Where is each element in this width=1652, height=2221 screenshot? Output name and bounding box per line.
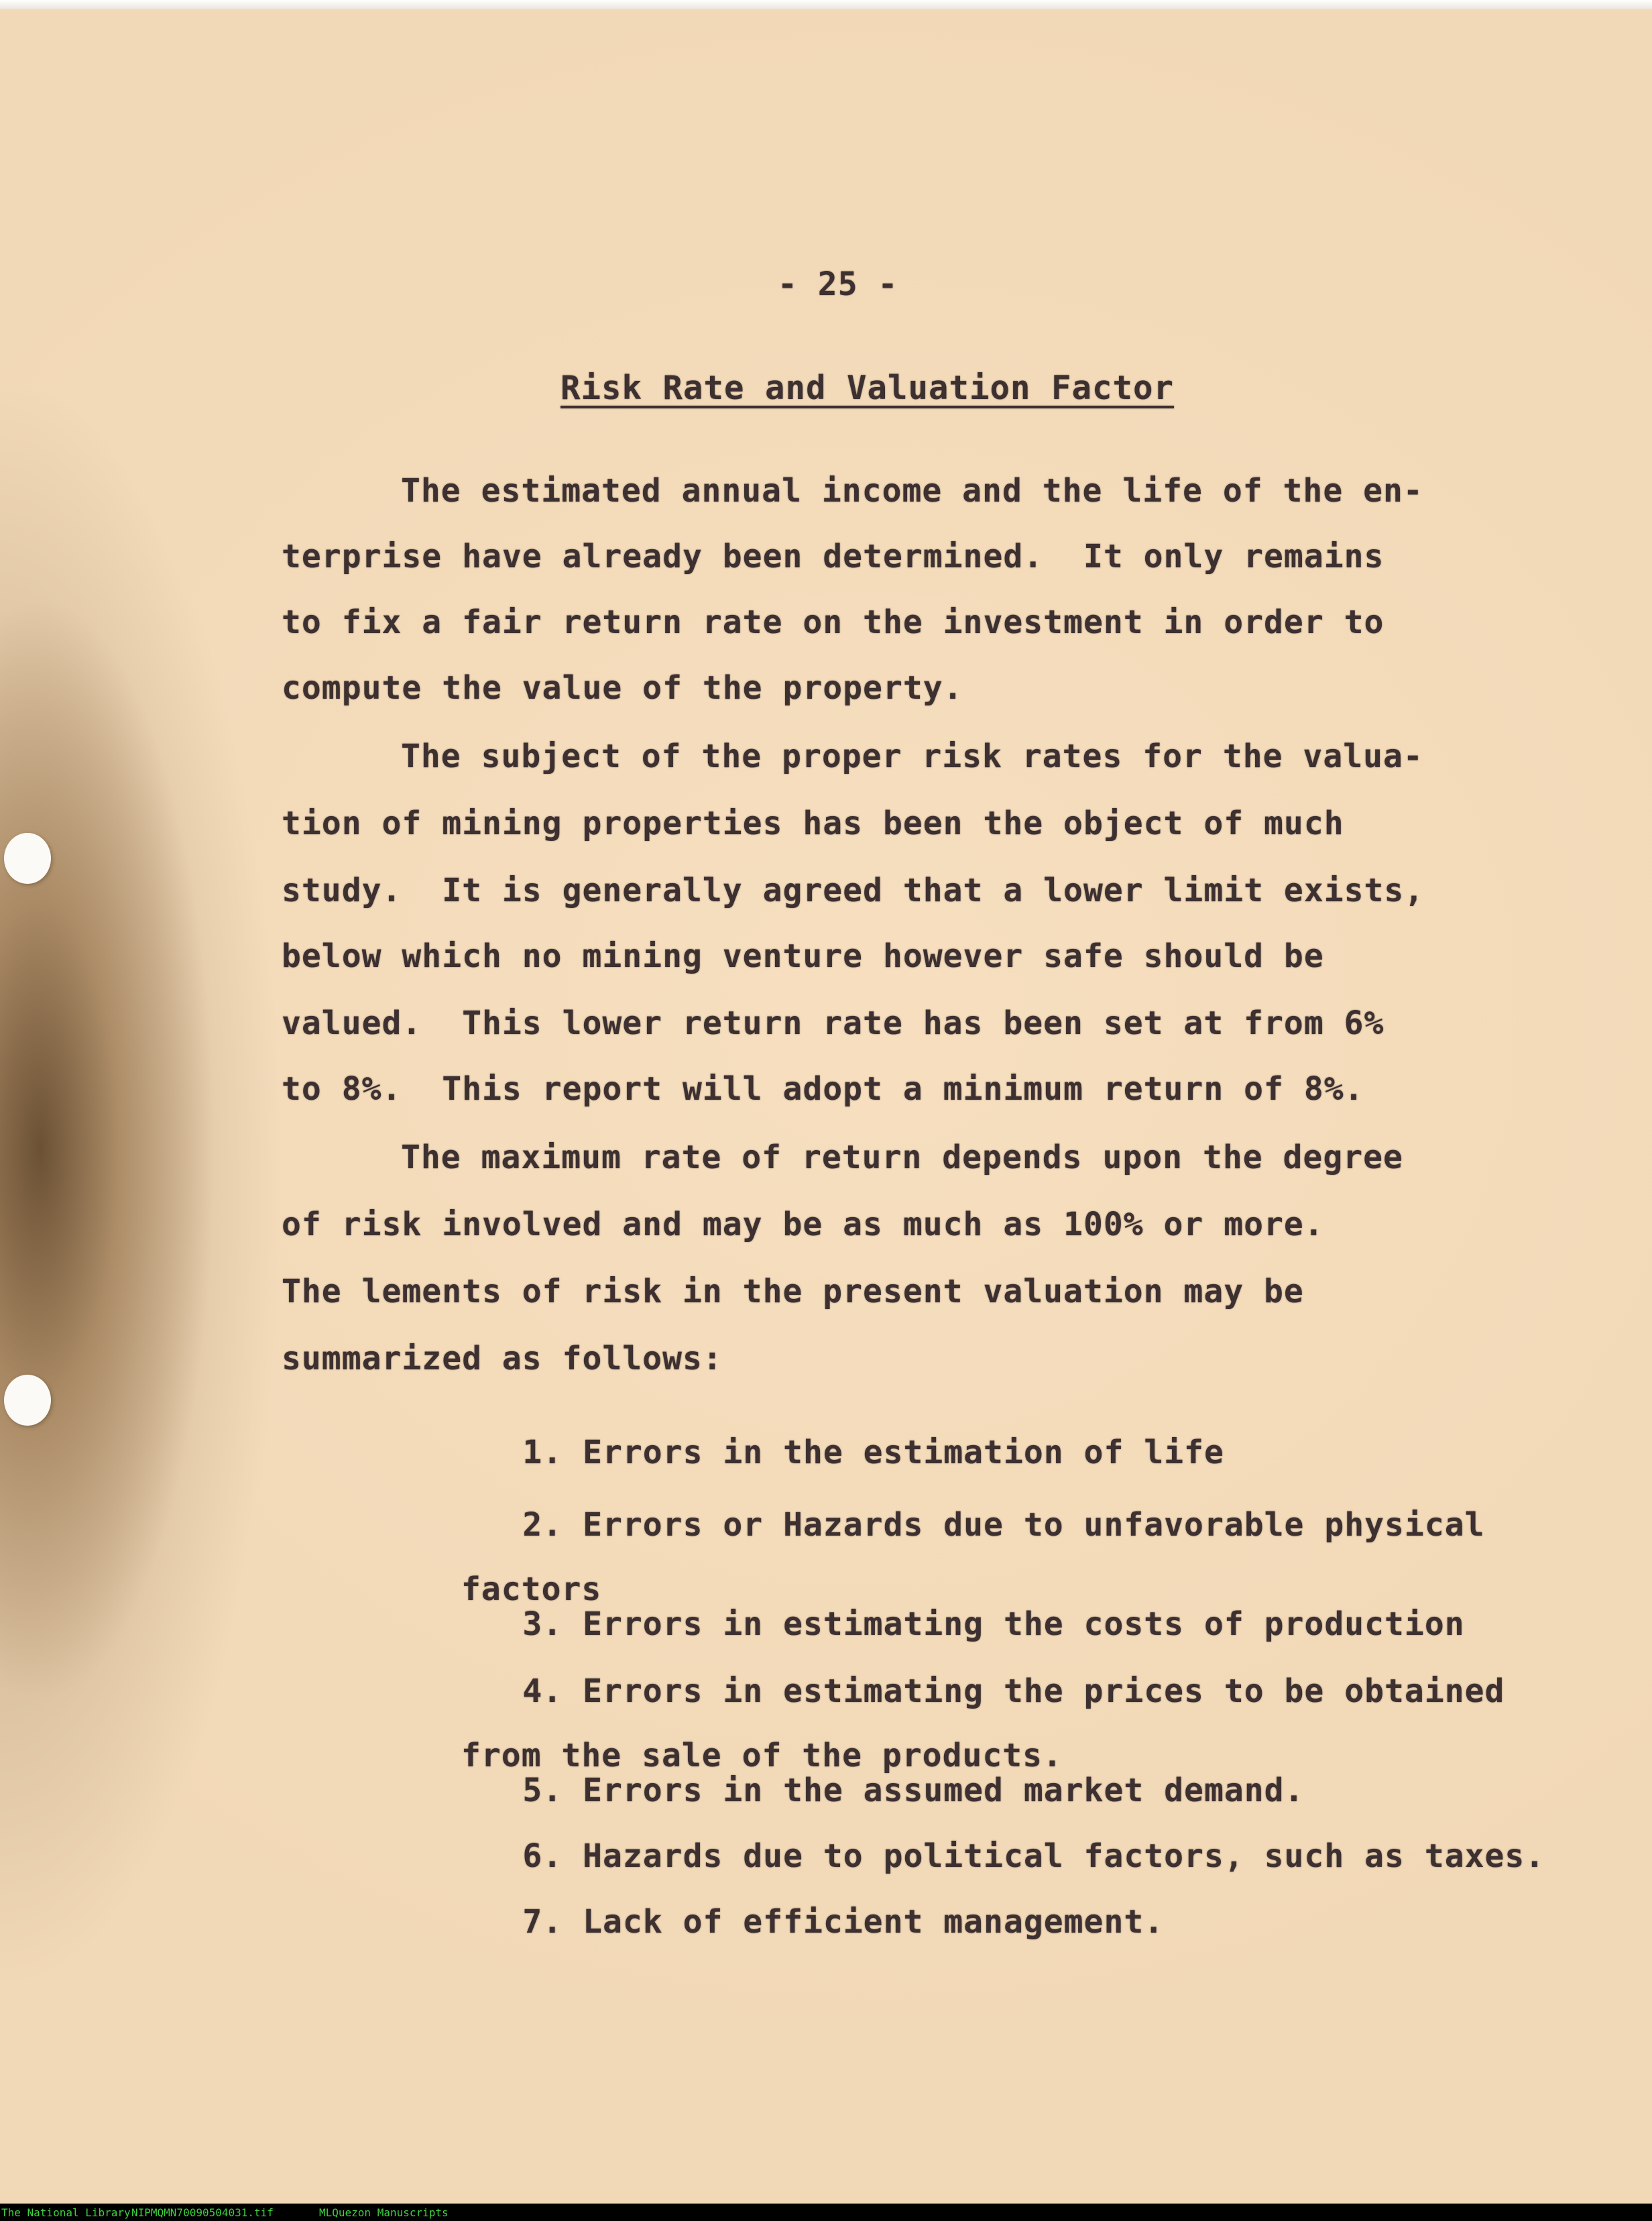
list-item-text: 5. Errors in the assumed market demand.: [522, 1772, 1305, 1809]
list-item-text: 3. Errors in estimating the costs of production: [522, 1605, 1465, 1643]
list-item-text: 7. Lack of efficient management.: [522, 1903, 1165, 1941]
document-page: [0, 9, 1652, 2204]
text-line: The subject of the proper risk rates for the valua-: [401, 738, 1423, 775]
scan-footer-bar: [0, 2204, 1652, 2221]
text-line: summarized as follows:: [282, 1340, 723, 1377]
page-number: - 25 -: [778, 266, 898, 303]
list-item-text: 1. Errors in the estimation of life: [522, 1434, 1224, 1471]
list-item-continuation: from the sale of the products.: [461, 1737, 1063, 1774]
footer-library: The National Library: [1, 2206, 131, 2219]
text-line: The estimated annual income and the life of the en-: [401, 472, 1423, 510]
text-line: to 8%. This report will adopt a minimum return of 8%.: [282, 1070, 1364, 1108]
punch-hole-lower: [4, 1375, 51, 1426]
footer-collection: MLQuezon Manuscripts: [319, 2206, 449, 2219]
page-title: Risk Rate and Valuation Factor: [560, 369, 1175, 407]
list-item: [402, 1874, 1164, 1970]
list-item-text: 6. Hazards due to political factors, such as taxes.: [522, 1837, 1545, 1875]
list-item-text: 2. Errors or Hazards due to unfavorable physical: [522, 1506, 1485, 1544]
list-item-continuation: factors: [461, 1571, 602, 1608]
text-line: compute the value of the property.: [282, 669, 963, 707]
text-line: study. It is generally agreed that a lower limit exists,: [282, 872, 1425, 909]
text-line: of risk involved and may be as much as 100% or more.: [282, 1206, 1324, 1243]
text-line: tion of mining properties has been the object of much: [282, 805, 1344, 842]
list-item-text: 4. Errors in estimating the prices to be obtained: [522, 1672, 1505, 1710]
text-line: The lements of risk in the present valuation may be: [282, 1273, 1304, 1310]
text-line: below which no mining venture however safe should be: [282, 937, 1324, 975]
text-line: The maximum rate of return depends upon the degree: [401, 1139, 1403, 1176]
punch-hole-upper: [4, 833, 51, 884]
scan-top-edge: [0, 0, 1652, 9]
text-line: terprise have already been determined. It only remains: [282, 538, 1384, 575]
text-line: to fix a fair return rate on the investment in order to: [282, 604, 1384, 641]
footer-filename: NIPMQMN70090504031.tif: [131, 2206, 274, 2219]
text-line: valued. This lower return rate has been set at from 6%: [282, 1005, 1384, 1042]
